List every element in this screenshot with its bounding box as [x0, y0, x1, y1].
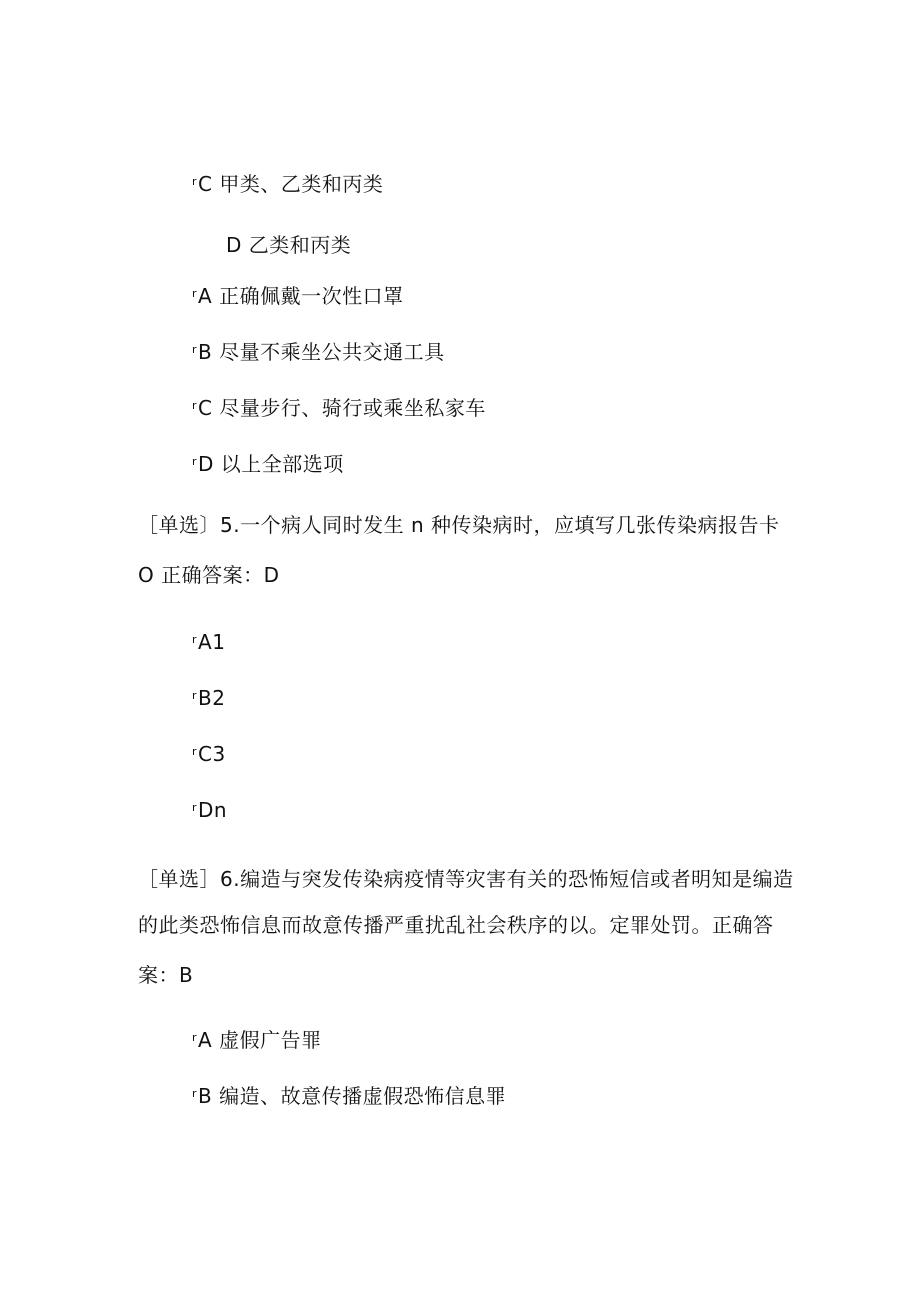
option-label: D 以上全部选项 [198, 452, 344, 476]
option-label: B 编造、故意传播虚假恐怖信息罪 [198, 1084, 507, 1108]
option-b-q5[interactable] [192, 682, 225, 712]
option-c-block1[interactable] [192, 168, 383, 198]
option-label: C 尽量步行、骑行或乘坐私家车 [198, 396, 486, 420]
question-6-answer: 案：B [138, 963, 194, 987]
question-6-text-line1: ［单选］6.编造与突发传染病疫情等灾害有关的恐怖短信或者明知是编造 [138, 867, 794, 891]
radio-marker: r [192, 399, 198, 412]
option-d-q5[interactable] [192, 794, 227, 824]
option-label: A1 [198, 630, 226, 654]
radio-marker: r [192, 745, 198, 758]
option-label: D 乙类和丙类 [226, 233, 352, 257]
radio-marker: r [192, 175, 198, 188]
option-c-q5[interactable] [192, 738, 226, 768]
question-5-answer: O 正确答案：D [138, 563, 280, 587]
option-d-block2[interactable] [192, 448, 344, 478]
option-b-block2[interactable] [192, 336, 445, 366]
option-label: B2 [198, 686, 226, 710]
option-a-block2[interactable] [192, 280, 404, 310]
option-c-block2[interactable] [192, 392, 486, 422]
radio-marker: r [192, 801, 198, 814]
option-a-q6[interactable] [192, 1024, 322, 1054]
option-label: A 正确佩戴一次性口罩 [198, 284, 404, 308]
radio-marker: r [192, 455, 198, 468]
question-6-text-line2: 的此类恐怖信息而故意传播严重扰乱社会秩序的以。定罪处罚。正确答 [138, 913, 774, 937]
radio-marker: r [192, 689, 198, 702]
radio-marker: r [192, 343, 198, 356]
question-5-text: ［单选〕5.一个病人同时发生 n 种传染病时，应填写几张传染病报告卡 [138, 513, 780, 537]
radio-marker: r [192, 633, 198, 646]
option-label: C3 [198, 742, 226, 766]
radio-marker: r [192, 287, 198, 300]
radio-marker: r [192, 1031, 198, 1044]
option-label: B 尽量不乘坐公共交通工具 [198, 340, 445, 364]
radio-marker: r [192, 1087, 198, 1100]
option-a-q5[interactable] [192, 626, 225, 656]
option-label: C 甲类、乙类和丙类 [198, 172, 384, 196]
option-label: Dn [198, 798, 228, 822]
option-b-q6[interactable] [192, 1080, 506, 1110]
option-d-block1[interactable] [226, 231, 351, 259]
option-label: A 虚假广告罪 [198, 1028, 322, 1052]
